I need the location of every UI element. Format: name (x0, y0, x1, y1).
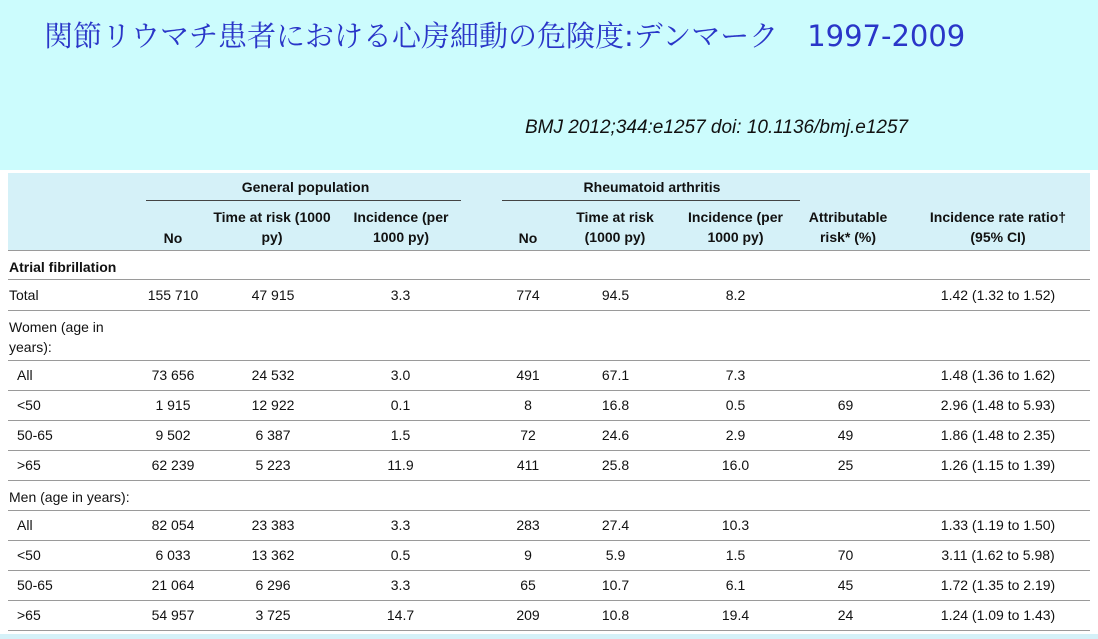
divider (8, 310, 1090, 311)
divider (8, 630, 1090, 631)
cell-ra-no: 65 (520, 577, 536, 593)
bottom-strip (0, 634, 1098, 639)
cell-label: >65 (17, 457, 41, 473)
cell-ra-inc: 16.0 (721, 457, 750, 473)
cell-label: 50-65 (17, 577, 53, 593)
cell-gp-time: 23 383 (251, 517, 295, 533)
slide-header (0, 0, 1098, 170)
cell-ra-no: 72 (520, 427, 536, 443)
cell-gp-inc: 3.3 (390, 517, 411, 533)
cell-gp-inc: 3.0 (390, 367, 411, 383)
cell-label: All (17, 367, 33, 383)
cell-label: All (17, 517, 33, 533)
cell-gp-inc: 3.3 (390, 287, 411, 303)
cell-attr: 24 (837, 607, 854, 623)
cell-ra-inc: 19.4 (721, 607, 750, 623)
divider (8, 510, 1090, 511)
cell-gp-time: 12 922 (251, 397, 295, 413)
col-header-no-ra: No (518, 230, 538, 246)
cell-ra-inc: 2.9 (725, 427, 746, 443)
cell-label: <50 (17, 547, 41, 563)
group-underline (502, 200, 800, 201)
cell-irr: 2.96 (1.48 to 5.93) (940, 397, 1056, 413)
divider (8, 450, 1090, 451)
cell-ra-time: 5.9 (605, 547, 626, 563)
col-header-time-at-risk: Time at risk (1000 py) (213, 209, 331, 245)
divider (8, 540, 1090, 541)
cell-ra-inc: 0.5 (725, 397, 746, 413)
cell-gp-time: 13 362 (251, 547, 295, 563)
cell-irr: 1.72 (1.35 to 2.19) (940, 577, 1056, 593)
cell-gp-time: 47 915 (251, 287, 295, 303)
cell-irr: 1.24 (1.09 to 1.43) (940, 607, 1056, 623)
cell-label: 50-65 (17, 427, 53, 443)
cell-ra-inc: 1.5 (725, 547, 746, 563)
cell-ra-time: 16.8 (601, 397, 630, 413)
cell-irr: 1.48 (1.36 to 1.62) (940, 367, 1056, 383)
cell-irr: 1.86 (1.48 to 2.35) (940, 427, 1056, 443)
cell-attr: 69 (837, 397, 854, 413)
cell-ra-time: 10.8 (601, 607, 630, 623)
section-atrial-fibrillation: Atrial fibrillation (9, 259, 117, 275)
divider (8, 279, 1090, 280)
cell-label: <50 (17, 397, 41, 413)
cell-gp-no: 82 054 (151, 517, 195, 533)
cell-irr: 3.11 (1.62 to 5.98) (941, 547, 1055, 563)
cell-gp-inc: 0.5 (390, 547, 411, 563)
cell-gp-time: 3 725 (255, 607, 291, 623)
cell-ra-inc: 10.3 (721, 517, 750, 533)
col-header-attributable-risk: Attributable risk* (%) (808, 209, 888, 245)
cell-label: >65 (17, 607, 41, 623)
cell-irr: 1.26 (1.15 to 1.39) (940, 457, 1056, 473)
cell-gp-time: 24 532 (251, 367, 295, 383)
cell-gp-inc: 0.1 (390, 397, 411, 413)
cell-gp-time: 6 387 (255, 427, 291, 443)
cell-attr: 25 (837, 457, 854, 473)
cell-gp-time: 6 296 (255, 577, 291, 593)
cell-gp-inc: 14.7 (386, 607, 415, 623)
cell-ra-no: 209 (516, 607, 540, 623)
cell-ra-time: 27.4 (601, 517, 630, 533)
cell-attr: 45 (837, 577, 854, 593)
cell-irr: 1.33 (1.19 to 1.50) (940, 517, 1056, 533)
slide-title: 関節リウマチ患者における心房細動の危険度:デンマーク 1997-2009 (44, 19, 966, 53)
citation: BMJ 2012;344:e1257 doi: 10.1136/bmj.e1257 (525, 117, 909, 138)
cell-ra-no: 8 (524, 397, 532, 413)
cell-gp-no: 1 915 (155, 397, 191, 413)
col-header-incidence-rate-ratio: Incidence rate ratio† (95% CI) (929, 209, 1067, 245)
group-header-general-population: General population (241, 179, 370, 195)
divider (8, 570, 1090, 571)
cell-gp-no: 73 656 (151, 367, 195, 383)
cell-ra-no: 491 (516, 367, 540, 383)
cell-gp-no: 6 033 (155, 547, 191, 563)
col-header-time-at-risk-ra: Time at risk (1000 py) (576, 209, 654, 245)
women-group-label: Women (age in years): (9, 319, 104, 355)
cell-ra-time: 24.6 (601, 427, 630, 443)
col-header-no: No (163, 230, 183, 246)
cell-gp-no: 9 502 (155, 427, 191, 443)
divider (8, 600, 1090, 601)
cell-gp-inc: 3.3 (390, 577, 411, 593)
cell-ra-time: 67.1 (601, 367, 630, 383)
cell-ra-inc: 6.1 (725, 577, 746, 593)
group-underline (146, 200, 461, 201)
incidence-table (8, 173, 1090, 634)
cell-gp-no: 155 710 (147, 287, 199, 303)
cell-gp-time: 5 223 (255, 457, 291, 473)
cell-ra-time: 25.8 (601, 457, 630, 473)
cell-attr: 49 (837, 427, 854, 443)
divider (8, 250, 1090, 251)
cell-ra-time: 10.7 (601, 577, 630, 593)
cell-label: Total (9, 287, 39, 303)
divider (8, 420, 1090, 421)
divider (8, 360, 1090, 361)
cell-ra-no: 411 (516, 457, 540, 473)
cell-ra-inc: 8.2 (725, 287, 746, 303)
men-group-label: Men (age in years): (9, 489, 130, 505)
cell-attr: 70 (837, 547, 854, 563)
cell-gp-no: 54 957 (151, 607, 195, 623)
cell-gp-inc: 1.5 (390, 427, 411, 443)
cell-ra-time: 94.5 (601, 287, 630, 303)
group-header-rheumatoid-arthritis: Rheumatoid arthritis (583, 179, 721, 195)
cell-gp-no: 62 239 (151, 457, 195, 473)
cell-gp-no: 21 064 (151, 577, 195, 593)
divider (8, 480, 1090, 481)
cell-gp-inc: 11.9 (387, 457, 414, 473)
col-header-incidence: Incidence (per 1000 py) (353, 209, 449, 245)
cell-ra-no: 9 (524, 547, 532, 563)
cell-irr: 1.42 (1.32 to 1.52) (940, 287, 1056, 303)
cell-ra-no: 774 (516, 287, 540, 303)
col-header-incidence-ra: Incidence (per 1000 py) (688, 209, 783, 245)
cell-ra-no: 283 (516, 517, 540, 533)
divider (8, 390, 1090, 391)
cell-ra-inc: 7.3 (725, 367, 746, 383)
